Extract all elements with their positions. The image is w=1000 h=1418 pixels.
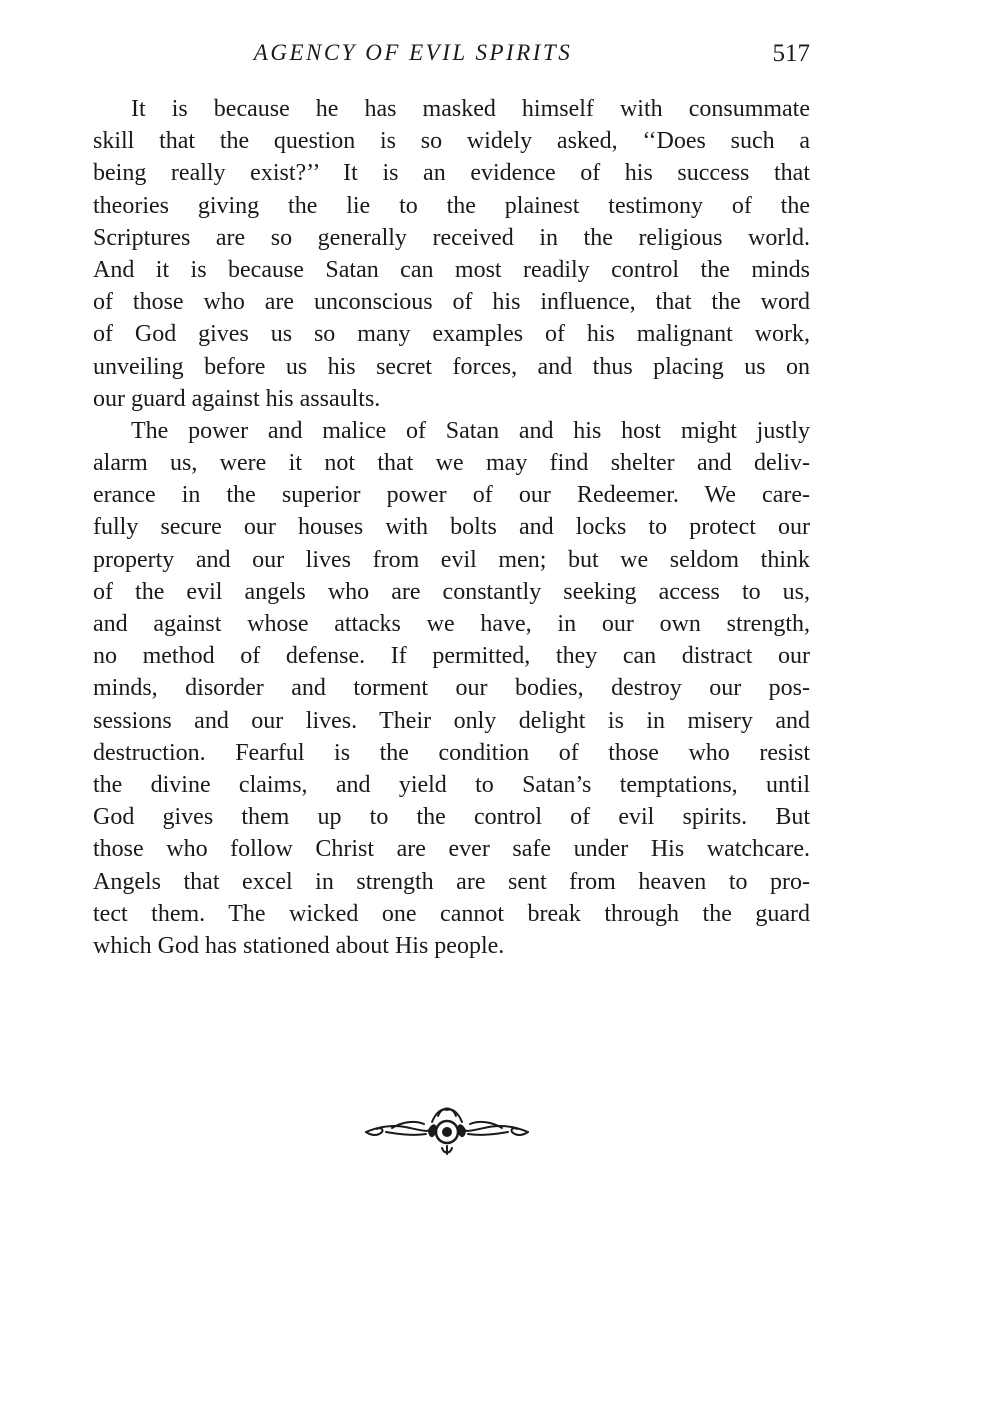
text-line: Angels that excel in strength are sent from heaven to pro-	[93, 868, 810, 895]
text-line: The power and malice of Satan and his host might justly	[131, 417, 810, 444]
running-title: AGENCY OF EVIL SPIRITS	[253, 40, 573, 65]
text-line: alarm us, were it not that we may find shelter and deliv-	[93, 450, 810, 477]
text-line: which God has stationed about His people.	[93, 932, 505, 959]
text-line: sessions and our lives. Their only delight is in misery and	[93, 707, 810, 734]
text-line: of God gives us so many examples of his malignant work,	[93, 321, 810, 348]
page-number: 517	[772, 40, 810, 67]
text-line: It is because he has masked himself with consummate	[131, 96, 810, 122]
text-line: destruction. Fearful is the condition of those who resist	[93, 739, 810, 766]
text-line: erance in the superior power of our Redeemer. We care-	[93, 482, 810, 509]
running-head	[93, 40, 810, 80]
text-line: the divine claims, and yield to Satan’s temptations, until	[93, 771, 810, 798]
floral-ornament-icon	[362, 1102, 532, 1158]
text-line: And it is because Satan can most readily control the minds	[93, 256, 810, 283]
text-line: Scriptures are so generally received in the religious world.	[93, 224, 810, 251]
text-line: being really exist?’’ It is an evidence of his success that	[93, 160, 810, 187]
text-line: of the evil angels who are constantly seeking access to us,	[93, 578, 810, 605]
text-line: property and our lives from evil men; but we seldom think	[93, 546, 810, 573]
text-line: unveiling before us his secret forces, and thus placing us on	[93, 353, 810, 380]
text-line: theories giving the lie to the plainest testimony of the	[93, 192, 810, 219]
text-line: of those who are unconscious of his influence, that the word	[93, 289, 810, 316]
text-line: and against whose attacks we have, in our own strength,	[93, 611, 810, 637]
paragraph-1	[93, 93, 810, 415]
paragraph-2	[93, 415, 810, 962]
text-line: skill that the question is so widely asked, ‘‘Does such a	[93, 128, 810, 155]
text-line: no method of defense. If permitted, they can distract our	[93, 643, 810, 670]
body-text	[93, 93, 810, 962]
text-line: our guard against his assaults.	[93, 385, 381, 412]
text-line: fully secure our houses with bolts and locks to protect our	[93, 514, 810, 541]
text-line: minds, disorder and torment our bodies, destroy our pos-	[93, 675, 810, 702]
text-line: tect them. The wicked one cannot break through the guard	[93, 900, 810, 927]
text-line: God gives them up to the control of evil spirits. But	[93, 804, 810, 831]
text-line: those who follow Christ are ever safe under His watchcare.	[93, 836, 810, 863]
